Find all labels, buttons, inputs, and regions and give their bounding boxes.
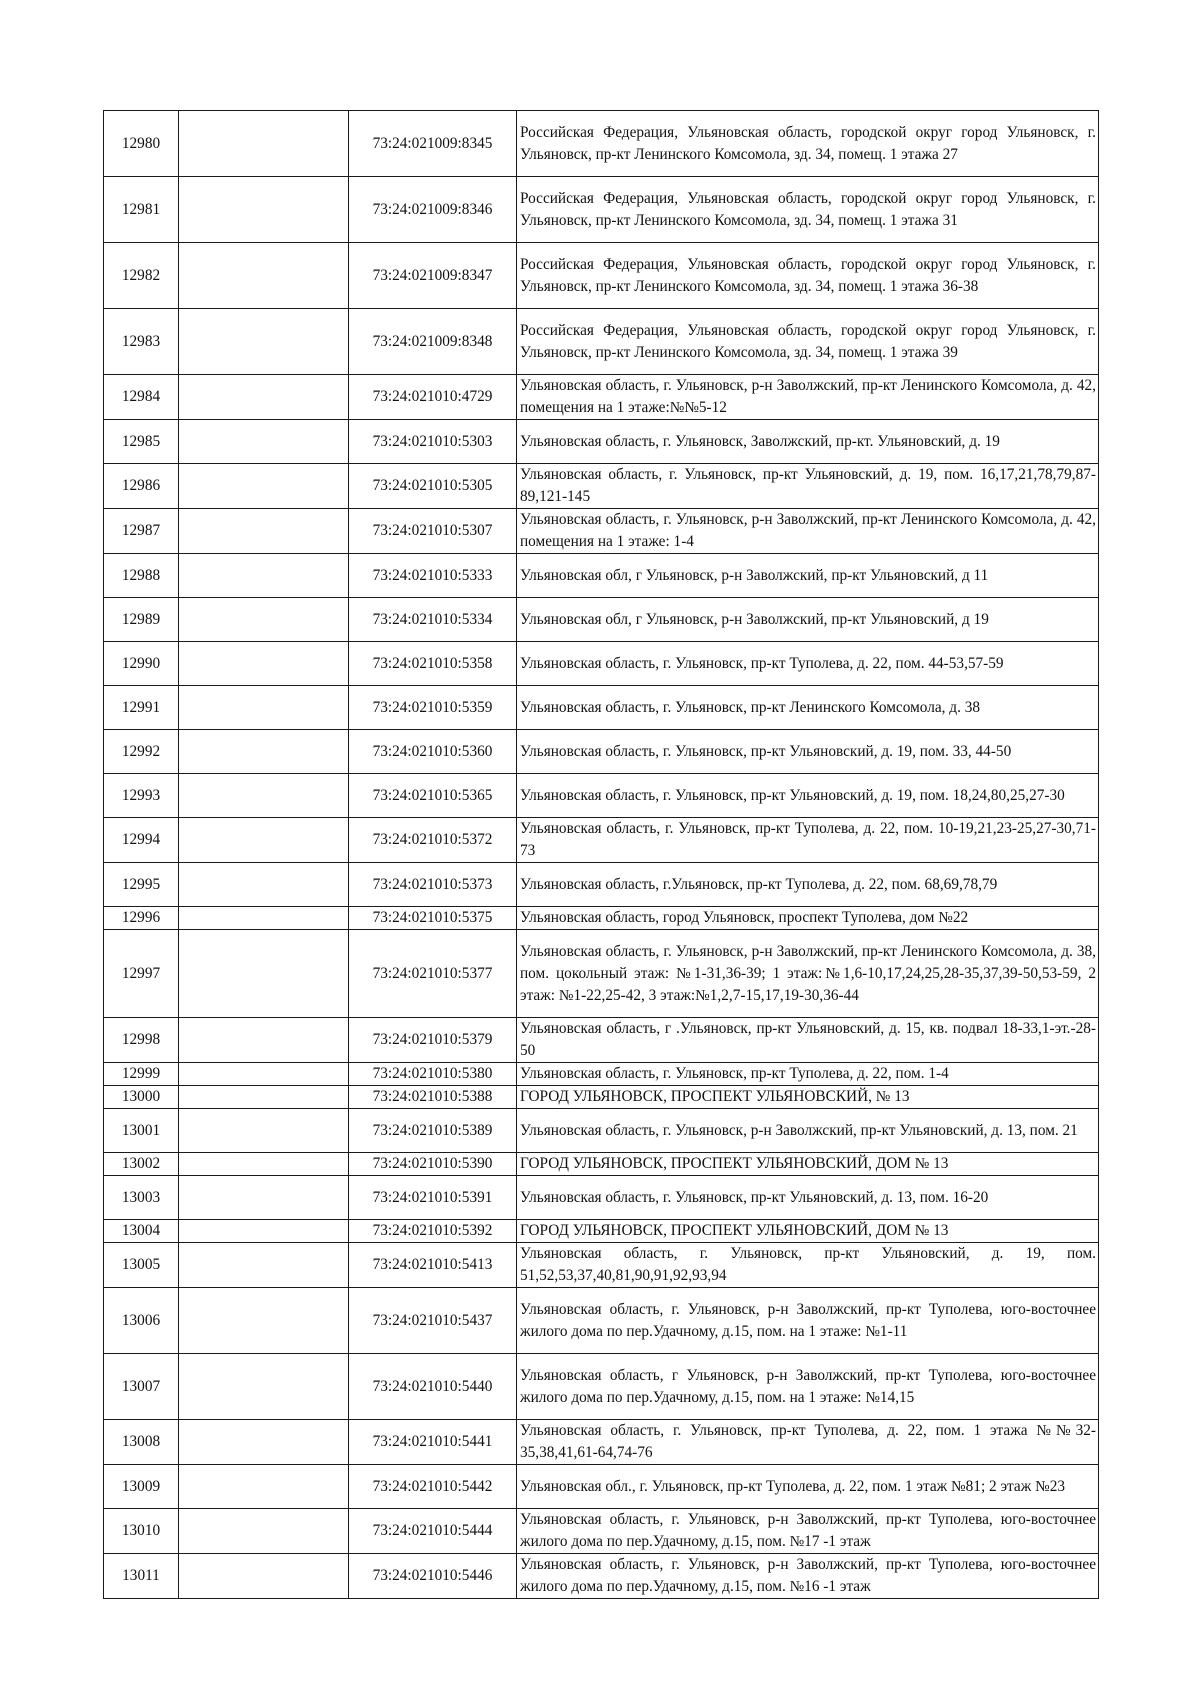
blank-cell [179,375,349,420]
cadastral-number: 73:24:021010:5437 [349,1288,517,1354]
address: Ульяновская область, г. Ульяновск, р-н Заволжский, пр-кт Ленинского Комсомола, д. 42, помещения на 1 этаже: 1-4 [517,509,1099,554]
blank-cell [179,818,349,863]
table-row [104,1465,1099,1509]
blank-cell [179,1509,349,1554]
blank-cell [179,863,349,907]
row-number: 13007 [104,1354,179,1420]
table-row [104,1153,1099,1176]
cadastral-number: 73:24:021010:5360 [349,730,517,774]
row-number: 13006 [104,1288,179,1354]
cadastral-number: 73:24:021009:8348 [349,309,517,375]
row-number: 12999 [104,1063,179,1086]
address: Ульяновская область, г. Ульяновск, пр-кт Ульяновский, д. 19, пом. 33, 44-50 [517,730,1099,774]
table-row [104,1554,1099,1599]
blank-cell [179,1220,349,1243]
blank-cell [179,907,349,930]
cadastral-number: 73:24:021010:5334 [349,598,517,642]
table-row [104,1354,1099,1420]
blank-cell [179,1243,349,1288]
row-number: 13011 [104,1554,179,1599]
row-number: 12980 [104,111,179,177]
row-number: 12995 [104,863,179,907]
table-row [104,554,1099,598]
cadastral-table [103,110,1099,1599]
cadastral-number: 73:24:021010:5440 [349,1354,517,1420]
row-number: 12985 [104,420,179,464]
table-row [104,1018,1099,1063]
blank-cell [179,1465,349,1509]
table-row [104,1220,1099,1243]
row-number: 12988 [104,554,179,598]
table-row [104,818,1099,863]
table-row [104,309,1099,375]
row-number: 12998 [104,1018,179,1063]
row-number: 12992 [104,730,179,774]
row-number: 13010 [104,1509,179,1554]
cadastral-number: 73:24:021010:5446 [349,1554,517,1599]
table-row [104,375,1099,420]
table-row [104,686,1099,730]
address: Ульяновская область, г. Ульяновск, Заволжский, пр-кт. Ульяновский, д. 19 [517,420,1099,464]
address: Ульяновская область, г. Ульяновск, пр-кт Туполева, д. 22, пом. 1 этажа №№32-35,38,41,61-64,74-76 [517,1420,1099,1465]
blank-cell [179,930,349,1018]
table-row [104,464,1099,509]
cadastral-number: 73:24:021010:5388 [349,1086,517,1109]
cadastral-number: 73:24:021009:8346 [349,177,517,243]
blank-cell [179,1063,349,1086]
address: Ульяновская область, г. Ульяновск, р-н Заволжский, пр-кт Туполева, юго-восточнее жилого дома по пер.Удачному, д.15, пом. на 1 этаже: №1-11 [517,1288,1099,1354]
address: Российская Федерация, Ульяновская область, городской округ город Ульяновск, г. Ульяновск, пр-кт Ленинского Комсомола, зд. 34, помещ. 1 этажа 39 [517,309,1099,375]
cadastral-number: 73:24:021010:4729 [349,375,517,420]
cadastral-number: 73:24:021009:8347 [349,243,517,309]
row-number: 12991 [104,686,179,730]
row-number: 13002 [104,1153,179,1176]
cadastral-number: 73:24:021010:5392 [349,1220,517,1243]
cadastral-number: 73:24:021010:5375 [349,907,517,930]
blank-cell [179,1176,349,1220]
blank-cell [179,598,349,642]
cadastral-number: 73:24:021010:5391 [349,1176,517,1220]
cadastral-number: 73:24:021010:5305 [349,464,517,509]
table-row [104,730,1099,774]
blank-cell [179,420,349,464]
table-row [104,1063,1099,1086]
address: Ульяновская область, г.Ульяновск, пр-кт Туполева, д. 22, пом. 68,69,78,79 [517,863,1099,907]
address: Ульяновская область, г. Ульяновск, р-н Заволжский, пр-кт Ульяновский, д. 13, пом. 21 [517,1109,1099,1153]
address: Ульяновская область, г. Ульяновск, р-н Заволжский, пр-кт Туполева, юго-восточнее жилого дома по пер.Удачному, д.15, пом. №17 -1 этаж [517,1509,1099,1554]
blank-cell [179,554,349,598]
table-row [104,598,1099,642]
row-number: 12986 [104,464,179,509]
address: Ульяновская область, г. Ульяновск, пр-кт Ленинского Комсомола, д. 38 [517,686,1099,730]
blank-cell [179,774,349,818]
cadastral-number: 73:24:021010:5333 [349,554,517,598]
row-number: 12993 [104,774,179,818]
address: Ульяновская область, г. Ульяновск, пр-кт Туполева, д. 22, пом. 10-19,21,23-25,27-30,71-73 [517,818,1099,863]
cadastral-number: 73:24:021010:5303 [349,420,517,464]
cadastral-number: 73:24:021010:5413 [349,1243,517,1288]
table-row [104,1243,1099,1288]
table-row [104,420,1099,464]
blank-cell [179,111,349,177]
address: Ульяновская область, г. Ульяновск, пр-кт Ульяновский, д. 19, пом. 18,24,80,25,27-30 [517,774,1099,818]
cadastral-number: 73:24:021010:5390 [349,1153,517,1176]
blank-cell [179,1420,349,1465]
blank-cell [179,1354,349,1420]
address: Ульяновская область, г .Ульяновск, пр-кт Ульяновский, д. 15, кв. подвал 18-33,1-эт.-28-50 [517,1018,1099,1063]
blank-cell [179,177,349,243]
row-number: 12984 [104,375,179,420]
address: ГОРОД УЛЬЯНОВСК, ПРОСПЕКТ УЛЬЯНОВСКИЙ, ДОМ № 13 [517,1153,1099,1176]
row-number: 13001 [104,1109,179,1153]
row-number: 13004 [104,1220,179,1243]
table-row [104,243,1099,309]
table-body [104,111,1099,1599]
row-number: 12994 [104,818,179,863]
row-number: 12981 [104,177,179,243]
row-number: 12982 [104,243,179,309]
address: Российская Федерация, Ульяновская область, городской округ город Ульяновск, г. Ульяновск, пр-кт Ленинского Комсомола, зд. 34, помещ. 1 этажа 27 [517,111,1099,177]
table-row [104,1420,1099,1465]
cadastral-number: 73:24:021010:5372 [349,818,517,863]
row-number: 13000 [104,1086,179,1109]
row-number: 13009 [104,1465,179,1509]
table-row [104,509,1099,554]
blank-cell [179,309,349,375]
blank-cell [179,464,349,509]
row-number: 13003 [104,1176,179,1220]
table-row [104,863,1099,907]
row-number: 12997 [104,930,179,1018]
table-row [104,177,1099,243]
cadastral-number: 73:24:021010:5359 [349,686,517,730]
cadastral-number: 73:24:021010:5441 [349,1420,517,1465]
address: Ульяновская область, г. Ульяновск, пр-кт Туполева, д. 22, пом. 44-53,57-59 [517,642,1099,686]
cadastral-number: 73:24:021010:5377 [349,930,517,1018]
address: Ульяновская область, г Ульяновск, р-н Заволжский, пр-кт Туполева, юго-восточнее жилого дома по пер.Удачному, д.15, пом. на 1 этаже: №14,15 [517,1354,1099,1420]
address: ГОРОД УЛЬЯНОВСК, ПРОСПЕКТ УЛЬЯНОВСКИЙ, № 13 [517,1086,1099,1109]
cadastral-number: 73:24:021010:5365 [349,774,517,818]
address: Ульяновская область, г. Ульяновск, пр-кт Ульяновский, д. 19, пом. 51,52,53,37,40,81,90,91,92,93,94 [517,1243,1099,1288]
address: Ульяновская область, г. Ульяновск, р-н Заволжский, пр-кт Туполева, юго-восточнее жилого дома по пер.Удачному, д.15, пом. №16 -1 этаж [517,1554,1099,1599]
row-number: 12989 [104,598,179,642]
row-number: 12987 [104,509,179,554]
cadastral-number: 73:24:021010:5389 [349,1109,517,1153]
table-row [104,930,1099,1018]
table-row [104,1109,1099,1153]
blank-cell [179,1554,349,1599]
table-row [104,1176,1099,1220]
row-number: 13008 [104,1420,179,1465]
blank-cell [179,1153,349,1176]
row-number: 12983 [104,309,179,375]
table-row [104,774,1099,818]
table-row [104,111,1099,177]
address: Российская Федерация, Ульяновская область, городской округ город Ульяновск, г. Ульяновск, пр-кт Ленинского Комсомола, зд. 34, помещ. 1 этажа 36-38 [517,243,1099,309]
address: Ульяновская обл., г. Ульяновск, пр-кт Туполева, д. 22, пом. 1 этаж №81; 2 этаж №23 [517,1465,1099,1509]
table-row [104,1509,1099,1554]
cadastral-number: 73:24:021010:5444 [349,1509,517,1554]
cadastral-number: 73:24:021010:5380 [349,1063,517,1086]
cadastral-number: 73:24:021010:5373 [349,863,517,907]
table-row [104,1288,1099,1354]
address: Ульяновская область, г. Ульяновск, р-н Заволжский, пр-кт Ленинского Комсомола, д. 42, помещения на 1 этаже:№№5-12 [517,375,1099,420]
blank-cell [179,686,349,730]
blank-cell [179,1018,349,1063]
blank-cell [179,1288,349,1354]
address: ГОРОД УЛЬЯНОВСК, ПРОСПЕКТ УЛЬЯНОВСКИЙ, ДОМ № 13 [517,1220,1099,1243]
row-number: 13005 [104,1243,179,1288]
cadastral-number: 73:24:021010:5442 [349,1465,517,1509]
blank-cell [179,730,349,774]
address: Ульяновская область, город Ульяновск, проспект Туполева, дом №22 [517,907,1099,930]
address: Ульяновская область, г. Ульяновск, пр-кт Ульяновский, д. 19, пом. 16,17,21,78,79,87-89,121-145 [517,464,1099,509]
address: Российская Федерация, Ульяновская область, городской округ город Ульяновск, г. Ульяновск, пр-кт Ленинского Комсомола, зд. 34, помещ. 1 этажа 31 [517,177,1099,243]
address: Ульяновская область, г. Ульяновск, р-н Заволжский, пр-кт Ленинского Комсомола, д. 38, пом. цокольный этаж: №1-31,36-39; 1 этаж:№1,6-10,17,24,25,28-35,37,39-50,53-59, 2 этаж: №1-22,25-42, 3 этаж:№1,2,7-15,17,19-30,36-44 [517,930,1099,1018]
blank-cell [179,1109,349,1153]
cadastral-number: 73:24:021010:5379 [349,1018,517,1063]
blank-cell [179,1086,349,1109]
row-number: 12996 [104,907,179,930]
blank-cell [179,509,349,554]
address: Ульяновская область, г. Ульяновск, пр-кт Ульяновский, д. 13, пом. 16-20 [517,1176,1099,1220]
address: Ульяновская обл, г Ульяновск, р-н Заволжский, пр-кт Ульяновский, д 19 [517,598,1099,642]
address: Ульяновская обл, г Ульяновск, р-н Заволжский, пр-кт Ульяновский, д 11 [517,554,1099,598]
row-number: 12990 [104,642,179,686]
blank-cell [179,642,349,686]
address: Ульяновская область, г. Ульяновск, пр-кт Туполева, д. 22, пом. 1-4 [517,1063,1099,1086]
cadastral-number: 73:24:021010:5358 [349,642,517,686]
table-row [104,642,1099,686]
cadastral-number: 73:24:021009:8345 [349,111,517,177]
cadastral-number: 73:24:021010:5307 [349,509,517,554]
table-row [104,907,1099,930]
table-row [104,1086,1099,1109]
blank-cell [179,243,349,309]
